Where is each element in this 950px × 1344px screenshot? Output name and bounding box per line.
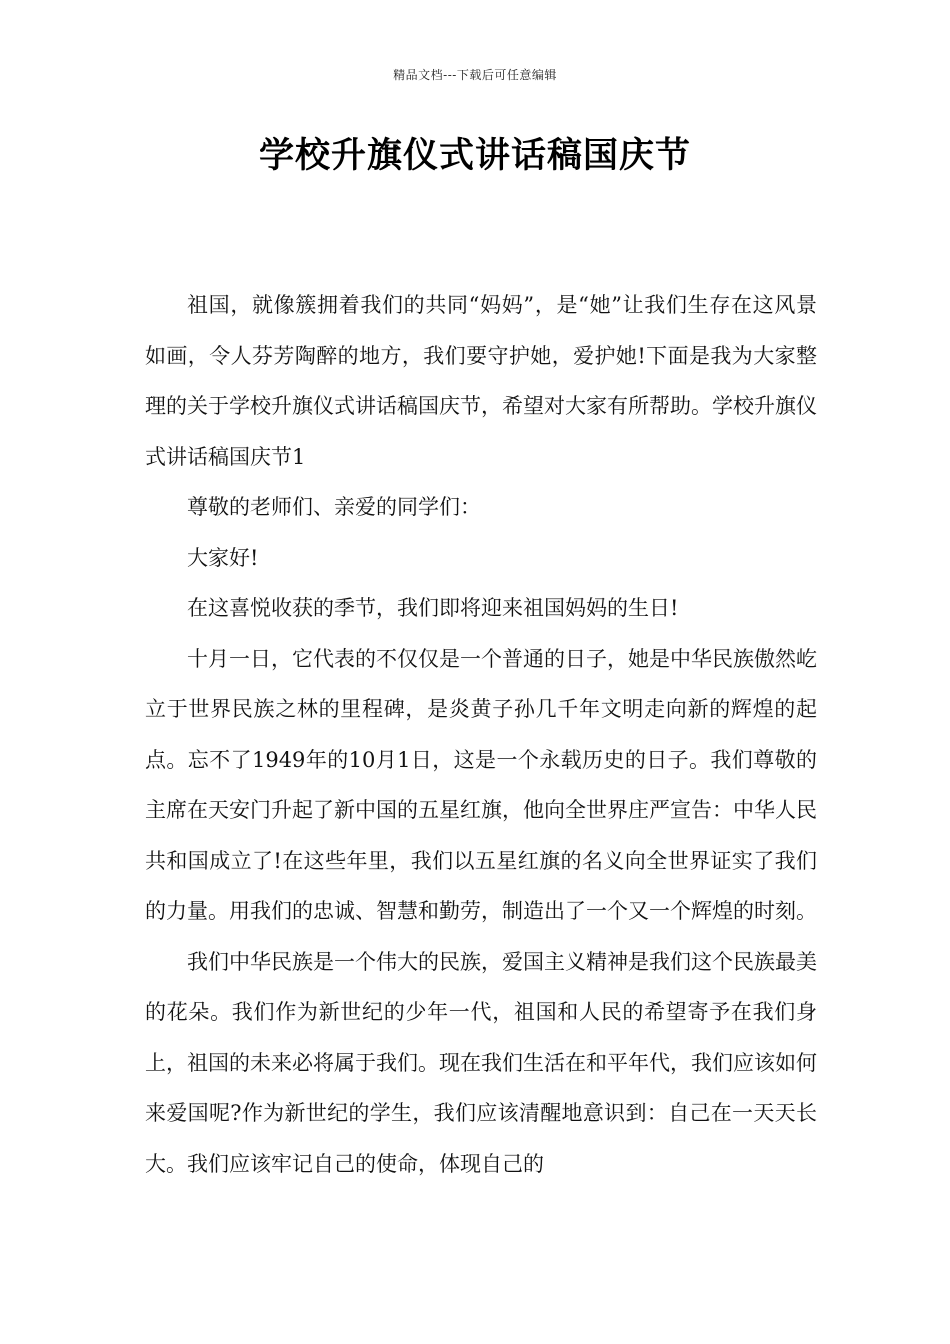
paragraph-patriotism: 我们中华民族是一个伟大的民族，爱国主义精神是我们这个民族最美的花朵。我们作为新世纪的少年一代，祖国和人民的希望寄予在我们身上，祖国的未来必将属于我们。现在我们生活在和平年代，我们应该如何来爱国呢?作为新世纪的学生，我们应该清醒地意识到：自己在一天天长大。我们应该牢记自己的使命，体现自己的: [145, 949, 817, 1176]
paragraph-greeting: 大家好!: [187, 545, 259, 570]
paragraph-salutation: 尊敬的老师们、亲爱的同学们：: [187, 495, 481, 519]
paragraph-season: 在这喜悦收获的季节，我们即将迎来祖国妈妈的生日!: [187, 596, 679, 620]
paragraph-history: 十月一日，它代表的不仅仅是一个普通的日子，她是中华民族傲然屹立于世界民族之林的里程碑，是炎黄子孙几千年文明走向新的辉煌的起点。忘不了1949年的10月1日，这是一个永载历史的日子。我们尊敬的主席在天安门升起了新中国的五星红旗，他向全世界庄严宣告：中华人民共和国成立了!在这些年里，我们以五星红旗的名义向全世界证实了我们的力量。用我们的忠诚、智慧和勤劳，制造出了一个又一个辉煌的时刻。: [145, 646, 817, 923]
header-note: 精品文档---下载后可任意编辑: [393, 68, 557, 82]
document-title: 学校升旗仪式讲话稿国庆节: [258, 136, 691, 176]
paragraph-intro: 祖国，就像簇拥着我们的共同“妈妈”，是“她”让我们生存在这风景如画，令人芬芳陶醉的地方，我们要守护她，爱护她!下面是我为大家整理的关于学校升旗仪式讲话稿国庆节，希望对大家有所帮助。学校升旗仪式讲话稿国庆节1: [145, 293, 817, 469]
document-body: [145, 280, 817, 1189]
